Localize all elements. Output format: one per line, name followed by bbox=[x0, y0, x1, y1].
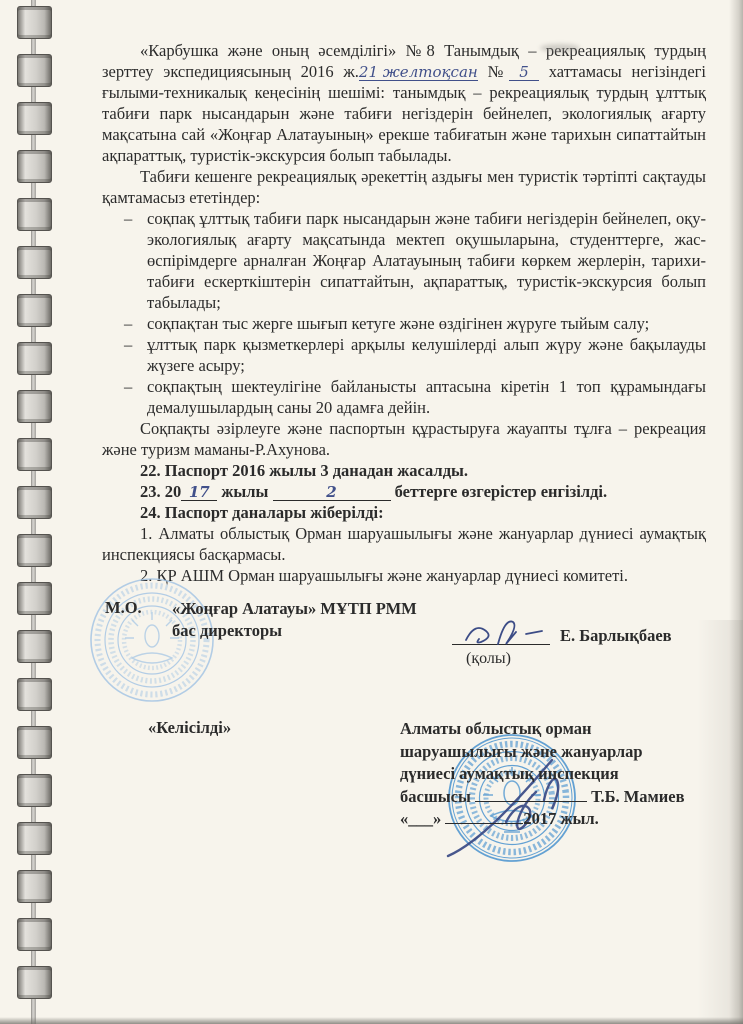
list-item bbox=[124, 208, 706, 313]
binding-ring bbox=[17, 246, 52, 279]
head-name: Т.Б. Мамиев bbox=[591, 786, 685, 806]
binding-ring bbox=[17, 678, 52, 711]
binding-ring bbox=[17, 390, 52, 423]
handwritten-year-blank: 17 bbox=[181, 484, 217, 501]
handwritten-date: 21 желтоқсан bbox=[358, 63, 478, 81]
list-item-text: ұлттық парк қызметкерлері арқылы келушілерді алып жүру және бақылауды жүзеге асыру; bbox=[147, 335, 706, 375]
inspection-line3: дүниесі аумақтық инспекция bbox=[400, 764, 619, 783]
list-item bbox=[124, 313, 706, 334]
binding-ring bbox=[17, 102, 52, 135]
number-sign: № bbox=[487, 62, 509, 81]
seal-place-label: М.О. bbox=[105, 598, 142, 617]
bullet-list bbox=[102, 208, 706, 418]
binding-ring bbox=[17, 534, 52, 567]
head-role-label: басшысы bbox=[400, 786, 471, 806]
director-role-line: бас директоры bbox=[172, 621, 283, 640]
item-23-text: 23. 20 bbox=[140, 482, 182, 501]
binding-ring bbox=[17, 198, 52, 231]
signature-caption: (қолы) bbox=[466, 650, 511, 667]
organization-line1: «Жоңғар Алатауы» МҰТП РММ bbox=[172, 599, 417, 618]
list-item-text: соқпақтың шектеулігіне байланысты аптасына кіретін 1 топ құрамындағы демалушылардың саны 20 адамға дейін. bbox=[147, 377, 706, 417]
binding-ring bbox=[17, 966, 52, 999]
binding-ring bbox=[17, 870, 52, 903]
scan-smudge bbox=[540, 44, 580, 52]
scan-edge-right bbox=[729, 0, 743, 1024]
binding-ring bbox=[17, 918, 52, 951]
head-signature-line bbox=[475, 801, 587, 802]
comb-binding bbox=[0, 0, 72, 1024]
binding-ring bbox=[17, 582, 52, 615]
binding-ring bbox=[17, 822, 52, 855]
dash-marker: – bbox=[124, 209, 133, 228]
paragraph-text: хаттамасы негізіндегі ғылыми-техникалық кеңесінің шешімі: танымдық – рекреациялық турдың ұлттық табиғи парк нысандарын және табиғи негіздерін бейнелеп, экологиялық ағарту мақсатына сай «Жоңғар Алатауының» ерекше табиғатын және тарихын сипаттайтын ақпараттық, туристік-экскурсия болып табылады. bbox=[102, 62, 706, 165]
inspection-line5 bbox=[400, 808, 720, 831]
scan-edge-bottom bbox=[0, 1017, 743, 1024]
binding-ring bbox=[17, 438, 52, 471]
binding-ring bbox=[17, 54, 52, 87]
paragraph-protocol bbox=[102, 40, 706, 166]
binding-ring bbox=[17, 294, 52, 327]
recipient-2: 2. ҚР АШМ Орман шаруашылығы және жануарлар дүниесі комитеті. bbox=[140, 566, 628, 585]
paragraph-responsible: Соқпақты әзірлеуге және паспортын құрастыруға жауапты тұлға – рекреация және туризм маманы-Р.Ахунова. bbox=[102, 419, 706, 459]
director-name: Е. Барлықбаев bbox=[560, 626, 672, 645]
list-item bbox=[124, 334, 706, 376]
item-22: 22. Паспорт 2016 жылы 3 данадан жасалды. bbox=[140, 461, 469, 480]
binding-ring bbox=[17, 150, 52, 183]
item-24: 24. Паспорт даналары жіберілді: bbox=[140, 503, 384, 522]
binding-ring bbox=[17, 342, 52, 375]
list-item-text: соқпақ ұлттық табиғи парк нысандарын және табиғи негіздерін бейнелеп, оқу-экологиялық ағарту мақсатында мектеп оқушыларына, студенттерге, жас-өспірімдерге арналған Жоңғар Алатауының табиғи көркем жерлерін, тарихи-табиғи ескерткіштерін сипаттайтын, ақпараттық, туристік-экскурсия болып табылады; bbox=[147, 209, 706, 312]
list-item-text: соқпақтан тыс жерге шығып кетуге және өздігінен жүруге тыйым салу; bbox=[147, 314, 650, 333]
binding-ring bbox=[17, 486, 52, 519]
organization-name bbox=[172, 598, 417, 642]
handwritten-pages-blank: 2 bbox=[273, 484, 391, 501]
binding-ring bbox=[17, 774, 52, 807]
agreed-label: «Келісілді» bbox=[148, 718, 232, 737]
dash-marker: – bbox=[124, 335, 133, 354]
document-body bbox=[102, 40, 706, 586]
inspection-line2: шаруашылығы және жануарлар bbox=[400, 741, 643, 761]
list-item bbox=[124, 376, 706, 418]
item-23-text: жылы bbox=[221, 482, 269, 501]
item-23 bbox=[102, 481, 706, 502]
inspection-line4 bbox=[400, 786, 720, 809]
inspection-line1: Алматы облыстық орман bbox=[400, 719, 592, 738]
binding-ring bbox=[17, 726, 52, 759]
paragraph-intro-list: Табиғи кешенге рекреациялық әрекеттің аздығы мен туристік тәртіпті сақтауды қамтамасыз ететіндер: bbox=[102, 167, 706, 207]
inspection-approval-block bbox=[400, 718, 720, 831]
item-23-text: беттерге өзгерістер енгізілді. bbox=[394, 482, 608, 501]
date-year-text: 2017 жыл. bbox=[523, 809, 599, 828]
binding-ring bbox=[17, 6, 52, 39]
recipient-1: 1. Алматы облыстық Орман шаруашылығы және жануарлар дүниесі аумақтық инспекциясы басқармасы. bbox=[102, 524, 706, 564]
director-signature bbox=[460, 614, 552, 648]
dash-marker: – bbox=[124, 314, 133, 333]
date-day-blank: «___» bbox=[400, 809, 442, 828]
dash-marker: – bbox=[124, 377, 133, 396]
binding-ring bbox=[17, 630, 52, 663]
paragraph-text: «Карбушка және оның әсемділігі» №8 Танымдық – рекреациялық турдың зерттеу экспедициясының 2016 ж. bbox=[102, 41, 706, 81]
date-month-blank bbox=[445, 823, 523, 824]
director-signature-line bbox=[452, 644, 550, 645]
handwritten-protocol-number: 5 bbox=[509, 64, 539, 81]
